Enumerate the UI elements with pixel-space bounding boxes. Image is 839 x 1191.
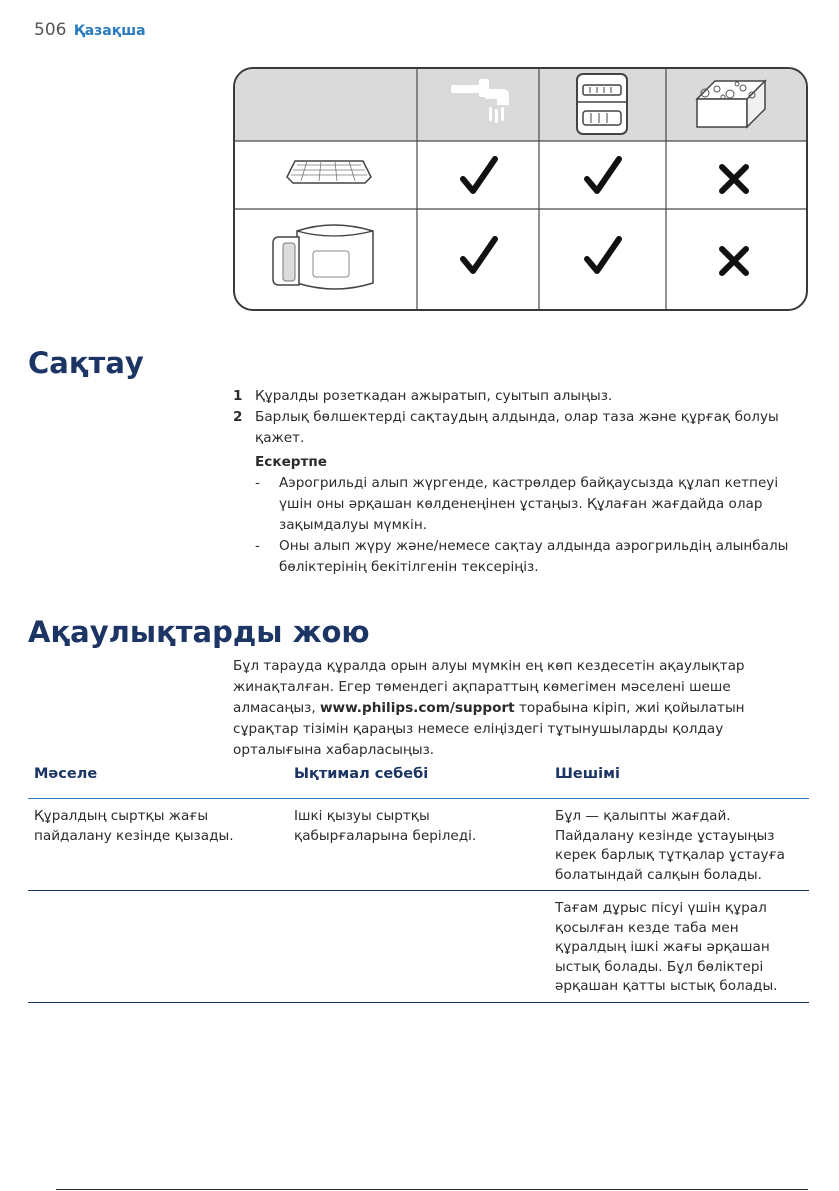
cause-header: Ықтимал себебі: [294, 766, 429, 782]
note-title: Ескертпе: [255, 454, 328, 470]
dishwasher-icon: [577, 74, 627, 134]
solution-header: Шешімі: [555, 766, 620, 782]
page-number: 506: [34, 20, 67, 40]
check-icon: [463, 159, 495, 191]
list-item: 2 Барлық бөлшектерді сақтаудың алдында, олар таза және құрғақ болуы қажет.: [233, 409, 779, 446]
cleaning-table: [233, 67, 808, 311]
support-link[interactable]: www.philips.com/support: [320, 700, 515, 716]
note-item: - Оны алып жүру және/немесе сақтау алдында аэрогрильдің алынбалы бөліктерінің бекітілгенін тексеріңіз.: [255, 538, 789, 575]
check-icon: [587, 159, 619, 191]
list-item: 1 Құралды розеткадан ажыратып, суытып алыңыз.: [233, 388, 613, 404]
basket-image: [273, 225, 373, 289]
table-row: Тағам дұрыс пісуі үшін құрал қосылған кезде таба мен құралдың ішкі жағы әрқашан ыстық болады. Бұл бөліктері әрқашан қатты ыстық болады.: [28, 891, 809, 1003]
check-icon: [587, 239, 619, 271]
check-icon: [463, 239, 495, 271]
note-item: - Аэрогрильді алып жүргенде, кастрөлдер байқаусызда құлап кетпеуі үшін оны әрқашан көлденеңінен ұстаңыз. Құлаған жағдайда олар зақымдалуы мүмкін.: [255, 475, 779, 533]
storage-steps: [233, 386, 808, 578]
footer-divider: [56, 1189, 808, 1190]
storage-heading: Сақтау: [28, 346, 144, 380]
cross-icon: [722, 167, 746, 191]
grill-plate-image: [287, 161, 371, 183]
table-row: Құралдың сыртқы жағы пайдалану кезінде қызады. Ішкі қызуы сыртқы қабырғаларына беріледі. Бұл — қалыпты жағдай. Пайдалану кезінде ұстауыңыз керек барлық тұтқалар ұстауға болатындай салқын болады.: [28, 799, 809, 891]
page-header: [34, 20, 146, 40]
cross-icon: [722, 249, 746, 273]
problem-header: Мәселе: [34, 766, 98, 782]
table-header: [28, 763, 809, 799]
sponge-icon: [697, 81, 765, 127]
troubleshooting-heading: Ақаулықтарды жою: [28, 615, 370, 649]
troubleshooting-intro: Бұл тарауда құралда орын алуы мүмкін ең көп кездесетін ақаулықтар жинақталған. Егер төмендегі ақпараттың көмегімен мәселені шеше алмасаңыз, www.philips.com/support торабына кіріп, жиі қойылатын сұрақтар тізімін қараңыз немесе еліңіздегі тұтынушыларды қолдау орталығына хабарласыңыз.: [233, 658, 745, 758]
language-label: Қазақша: [73, 23, 146, 39]
